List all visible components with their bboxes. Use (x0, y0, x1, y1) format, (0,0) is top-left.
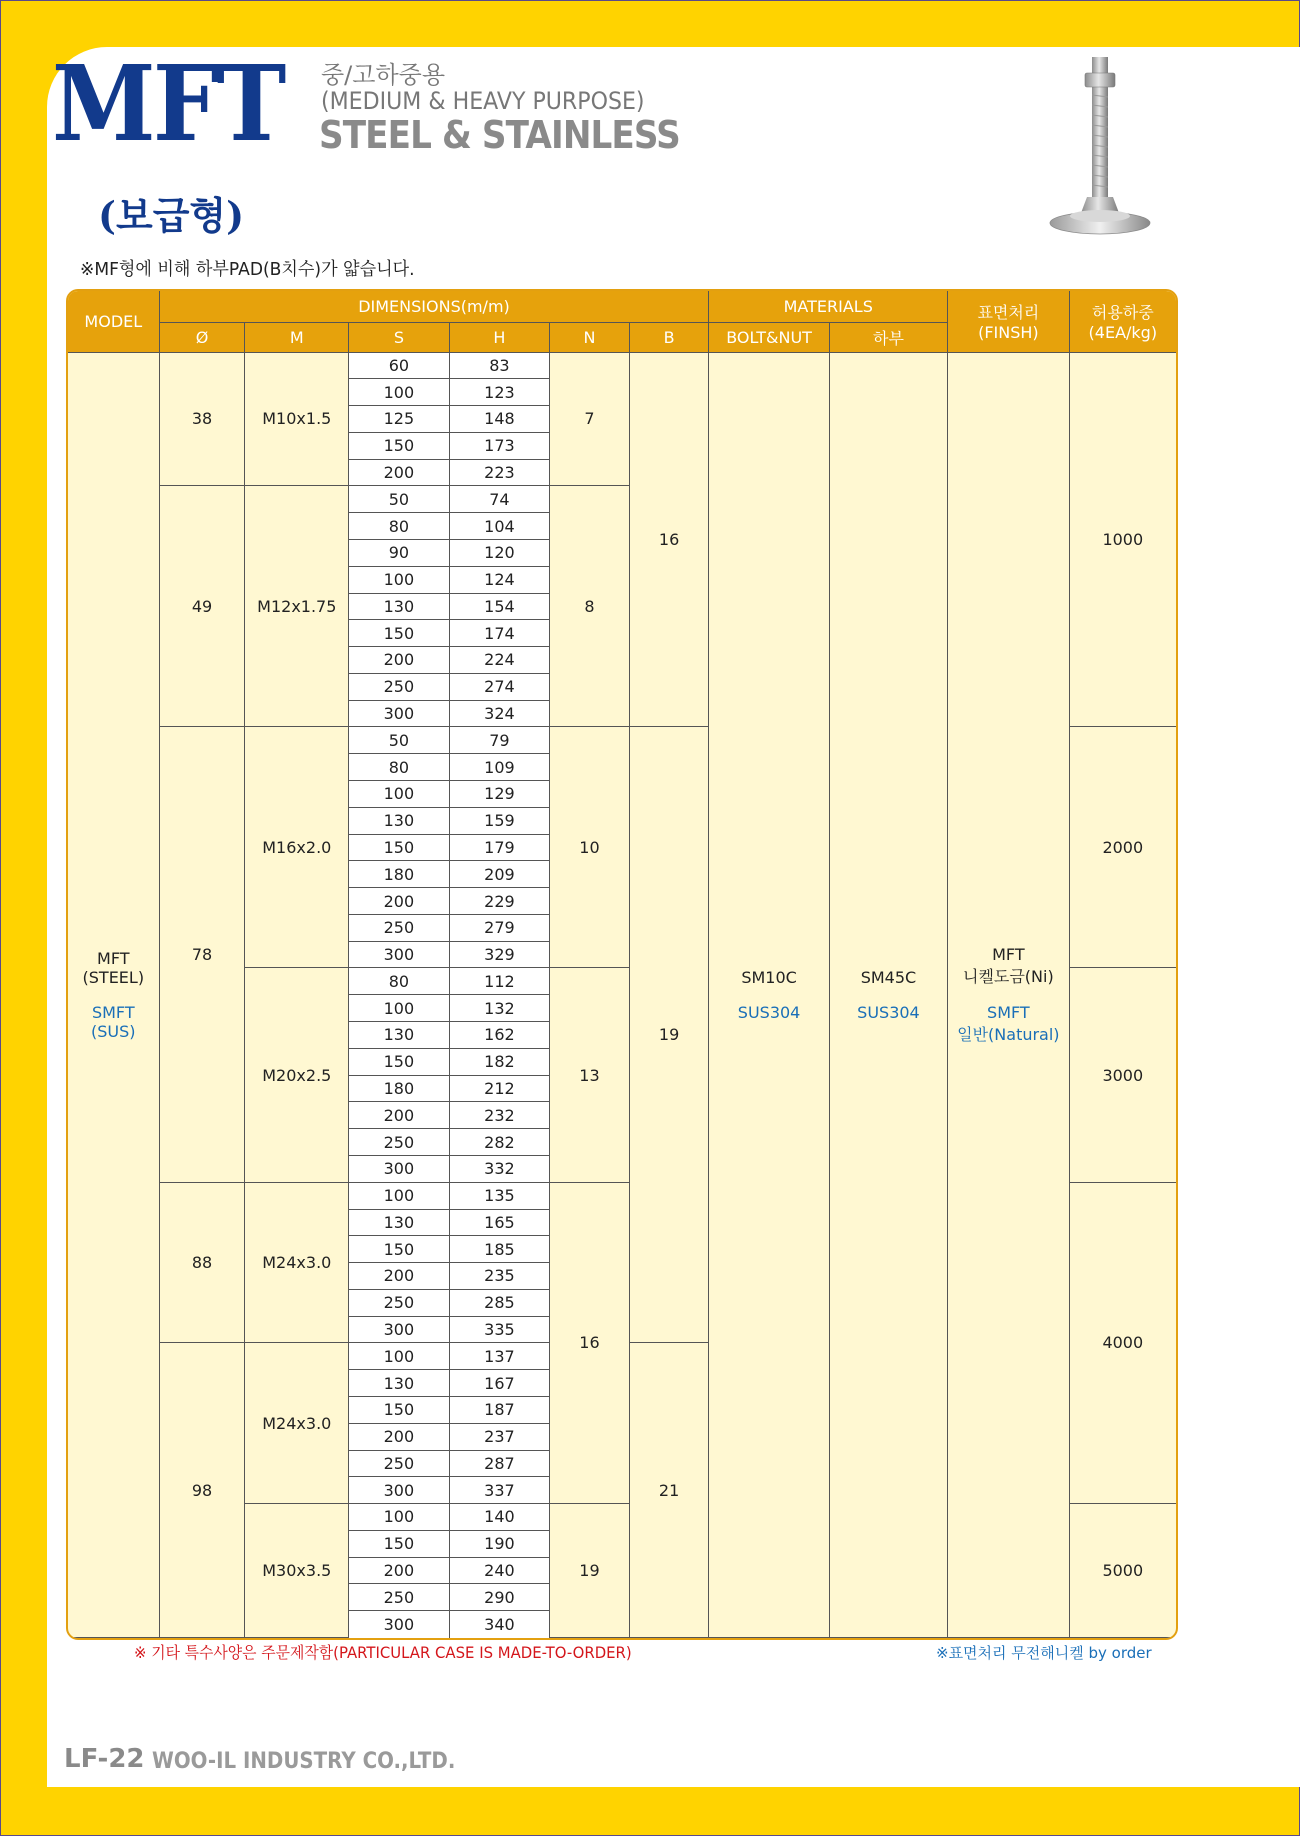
h-value-cell: 182 (449, 1048, 550, 1075)
s-value-cell: 200 (349, 1423, 450, 1450)
s-value-cell: 50 (349, 486, 450, 513)
finish-cell-stainless: SMFT 일반(Natural) (957, 1002, 1060, 1044)
s-value-cell: 150 (349, 432, 450, 459)
header-dimensions: DIMENSIONS(m/m) (159, 291, 709, 322)
diameter-cell: 88 (159, 1182, 245, 1343)
lower-material-cell-stainless: SUS304 (857, 1002, 920, 1022)
n-value-cell: 13 (550, 968, 630, 1182)
h-value-cell: 274 (449, 673, 550, 700)
h-value-cell: 148 (449, 406, 550, 433)
s-value-cell: 130 (349, 1370, 450, 1397)
h-value-cell: 132 (449, 995, 550, 1022)
h-value-cell: 187 (449, 1396, 550, 1423)
model-cell-steel: MFT (STEEL) (82, 948, 145, 987)
s-value-cell: 200 (349, 888, 450, 915)
load-cell: 4000 (1069, 1182, 1176, 1503)
h-value-cell: 120 (449, 539, 550, 566)
header-materials: MATERIALS (709, 291, 948, 322)
h-value-cell: 223 (449, 459, 550, 486)
purpose-korean: 중/고하중용 (321, 61, 446, 89)
n-value-cell: 8 (550, 486, 630, 727)
lower-material-cell (829, 352, 947, 1638)
header-h: H (449, 322, 550, 352)
s-value-cell: 250 (349, 1129, 450, 1156)
h-value-cell: 173 (449, 432, 550, 459)
b-value-cell: 19 (629, 727, 709, 1343)
s-value-cell: 300 (349, 1477, 450, 1504)
model-cell (68, 352, 159, 1638)
load-cell: 5000 (1069, 1504, 1176, 1638)
h-value-cell: 190 (449, 1530, 550, 1557)
table-row (68, 352, 1176, 379)
load-cell: 3000 (1069, 968, 1176, 1182)
s-value-cell: 130 (349, 1209, 450, 1236)
b-value-cell: 21 (629, 1343, 709, 1638)
header-lower: 하부 (829, 322, 947, 352)
s-value-cell: 250 (349, 673, 450, 700)
thread-cell: M30x3.5 (245, 1504, 349, 1638)
load-cell: 1000 (1069, 352, 1176, 727)
h-value-cell: 290 (449, 1584, 550, 1611)
s-value-cell: 300 (349, 700, 450, 727)
finish-cell-spacer (948, 987, 1068, 1003)
h-value-cell: 232 (449, 1102, 550, 1129)
h-value-cell: 332 (449, 1155, 550, 1182)
h-value-cell: 137 (449, 1343, 550, 1370)
purpose-english: (MEDIUM & HEAVY PURPOSE) (321, 87, 645, 115)
diameter-cell: 49 (159, 486, 245, 727)
h-value-cell: 165 (449, 1209, 550, 1236)
s-value-cell: 60 (349, 352, 450, 379)
h-value-cell: 340 (449, 1611, 550, 1638)
header-b: B (629, 322, 709, 352)
leveling-foot-product-image (1035, 45, 1165, 250)
material-line: STEEL & STAINLESS (319, 113, 680, 157)
s-value-cell: 100 (349, 566, 450, 593)
model-title: MFT (52, 42, 284, 165)
h-value-cell: 335 (449, 1316, 550, 1343)
s-value-cell: 200 (349, 647, 450, 674)
h-value-cell: 224 (449, 647, 550, 674)
load-cell: 2000 (1069, 727, 1176, 968)
h-value-cell: 140 (449, 1504, 550, 1531)
company-name: WOO-IL INDUSTRY CO.,LTD. (152, 1749, 456, 1774)
h-value-cell: 123 (449, 379, 550, 406)
h-value-cell: 337 (449, 1477, 550, 1504)
s-value-cell: 100 (349, 1182, 450, 1209)
n-value-cell: 10 (550, 727, 630, 968)
header-n: N (550, 322, 630, 352)
thread-cell: M20x2.5 (245, 968, 349, 1182)
h-value-cell: 83 (449, 352, 550, 379)
h-value-cell: 212 (449, 1075, 550, 1102)
pad-thickness-note: ※MF형에 비해 하부PAD(B치수)가 얇습니다. (80, 259, 415, 280)
s-value-cell: 100 (349, 379, 450, 406)
h-value-cell: 235 (449, 1263, 550, 1290)
h-value-cell: 324 (449, 700, 550, 727)
s-value-cell: 150 (349, 1396, 450, 1423)
s-value-cell: 150 (349, 1048, 450, 1075)
s-value-cell: 80 (349, 513, 450, 540)
s-value-cell: 300 (349, 941, 450, 968)
s-value-cell: 100 (349, 1343, 450, 1370)
s-value-cell: 125 (349, 406, 450, 433)
h-value-cell: 167 (449, 1370, 550, 1397)
bolt-nut-material-cell-steel: SM10C (741, 967, 797, 987)
h-value-cell: 285 (449, 1289, 550, 1316)
h-value-cell: 124 (449, 566, 550, 593)
h-value-cell: 74 (449, 486, 550, 513)
bolt-nut-material-cell-stainless: SUS304 (737, 1002, 801, 1022)
s-value-cell: 180 (349, 861, 450, 888)
s-value-cell: 100 (349, 995, 450, 1022)
header-thread: M (245, 322, 349, 352)
diameter-cell: 98 (159, 1343, 245, 1638)
h-value-cell: 129 (449, 781, 550, 808)
h-value-cell: 174 (449, 620, 550, 647)
h-value-cell: 287 (449, 1450, 550, 1477)
s-value-cell: 250 (349, 914, 450, 941)
lower-material-cell-spacer (830, 987, 947, 1003)
b-value-cell: 16 (629, 352, 709, 727)
h-value-cell: 179 (449, 834, 550, 861)
finish-cell-steel: MFT 니켈도금(Ni) (962, 944, 1054, 986)
h-value-cell: 209 (449, 861, 550, 888)
h-value-cell: 229 (449, 888, 550, 915)
specification-table (68, 291, 1176, 1638)
n-value-cell: 16 (550, 1182, 630, 1503)
custom-order-note: ※ 기타 특수사양은 주문제작함(PARTICULAR CASE IS MADE-TO-ORDER) (134, 1643, 632, 1662)
s-value-cell: 200 (349, 459, 450, 486)
h-value-cell: 104 (449, 513, 550, 540)
s-value-cell: 80 (349, 968, 450, 995)
header-diameter: Ø (159, 322, 245, 352)
s-value-cell: 150 (349, 1236, 450, 1263)
s-value-cell: 100 (349, 781, 450, 808)
specification-table-frame (66, 289, 1178, 1640)
bolt-nut-material-cell-spacer (709, 987, 828, 1003)
h-value-cell: 329 (449, 941, 550, 968)
header-s: S (349, 322, 450, 352)
thread-cell: M16x2.0 (245, 727, 349, 968)
page-number: LF-22 (64, 1744, 145, 1774)
model-cell-spacer (68, 987, 159, 1003)
s-value-cell: 200 (349, 1557, 450, 1584)
s-value-cell: 180 (349, 1075, 450, 1102)
s-value-cell: 100 (349, 1504, 450, 1531)
s-value-cell: 130 (349, 1022, 450, 1049)
surface-treatment-note: ※표면처리 무전해니켈 by order (936, 1644, 1152, 1662)
model-cell-stainless: SMFT (SUS) (91, 1002, 136, 1041)
h-value-cell: 159 (449, 807, 550, 834)
thread-cell: M24x3.0 (245, 1343, 349, 1504)
variant-label: (보급형) (98, 193, 245, 238)
s-value-cell: 150 (349, 620, 450, 647)
h-value-cell: 237 (449, 1423, 550, 1450)
h-value-cell: 162 (449, 1022, 550, 1049)
s-value-cell: 250 (349, 1584, 450, 1611)
diameter-cell: 78 (159, 727, 245, 1182)
s-value-cell: 130 (349, 807, 450, 834)
s-value-cell: 250 (349, 1289, 450, 1316)
s-value-cell: 90 (349, 539, 450, 566)
n-value-cell: 19 (550, 1504, 630, 1638)
header-load: 허용하중 (4EA/kg) (1069, 291, 1176, 352)
h-value-cell: 279 (449, 914, 550, 941)
s-value-cell: 300 (349, 1316, 450, 1343)
header-finish: 표면처리 (FINSH) (948, 291, 1069, 352)
h-value-cell: 79 (449, 727, 550, 754)
n-value-cell: 7 (550, 352, 630, 486)
s-value-cell: 200 (349, 1102, 450, 1129)
thread-cell: M10x1.5 (245, 352, 349, 486)
s-value-cell: 150 (349, 834, 450, 861)
h-value-cell: 240 (449, 1557, 550, 1584)
h-value-cell: 185 (449, 1236, 550, 1263)
thread-cell: M12x1.75 (245, 486, 349, 727)
s-value-cell: 80 (349, 754, 450, 781)
bolt-nut-material-cell (709, 352, 829, 1638)
lower-material-cell-steel: SM45C (860, 967, 917, 987)
s-value-cell: 300 (349, 1611, 450, 1638)
s-value-cell: 130 (349, 593, 450, 620)
finish-cell (948, 352, 1069, 1638)
h-value-cell: 282 (449, 1129, 550, 1156)
h-value-cell: 109 (449, 754, 550, 781)
h-value-cell: 112 (449, 968, 550, 995)
header-model: MODEL (68, 291, 159, 352)
diameter-cell: 38 (159, 352, 245, 486)
s-value-cell: 200 (349, 1263, 450, 1290)
s-value-cell: 50 (349, 727, 450, 754)
s-value-cell: 150 (349, 1530, 450, 1557)
s-value-cell: 300 (349, 1155, 450, 1182)
s-value-cell: 250 (349, 1450, 450, 1477)
h-value-cell: 154 (449, 593, 550, 620)
header-bolt-nut: BOLT&NUT (709, 322, 829, 352)
thread-cell: M24x3.0 (245, 1182, 349, 1343)
h-value-cell: 135 (449, 1182, 550, 1209)
